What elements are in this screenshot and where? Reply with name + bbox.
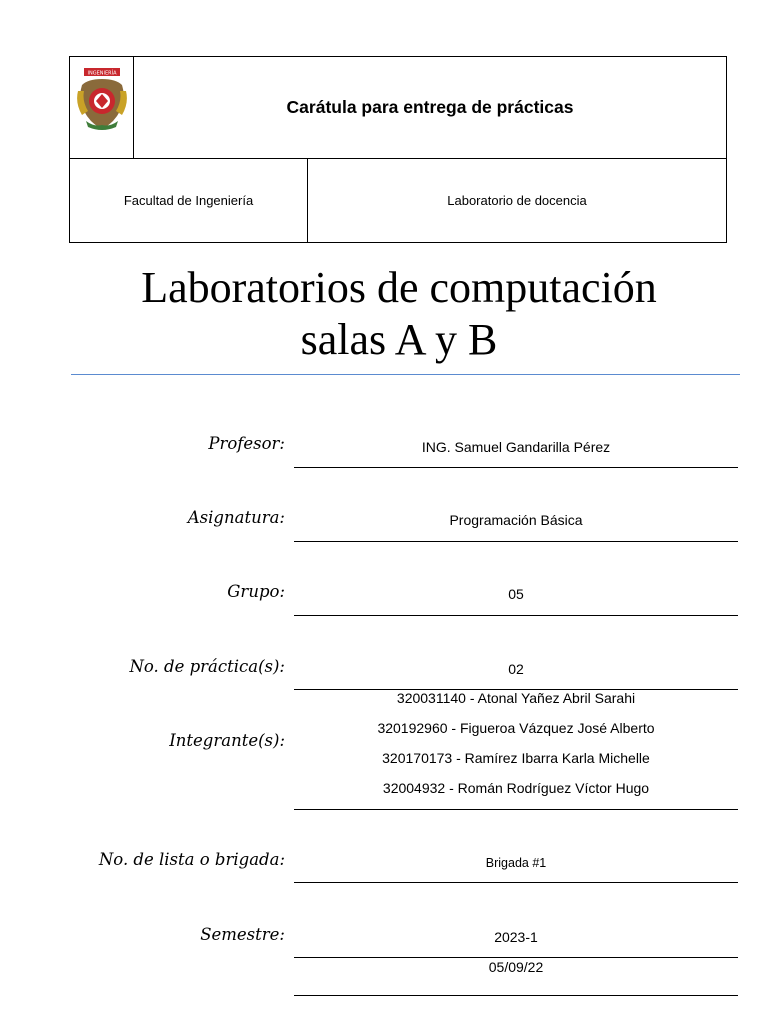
fecha-value: 05/09/22 — [488, 959, 544, 975]
grupo-label: Grupo: — [227, 582, 285, 601]
title-divider — [71, 374, 740, 375]
header-table — [69, 56, 727, 243]
member-2: 320192960 - Figueroa Vázquez José Alberto — [377, 720, 655, 736]
member-4: 32004932 - Román Rodríguez Víctor Hugo — [382, 780, 650, 796]
brigada-value: Brigada #1 — [485, 856, 547, 870]
asignatura-label: Asignatura: — [187, 508, 285, 527]
semestre-label: Semestre: — [200, 925, 285, 944]
integrantes-line — [294, 809, 738, 810]
practica-value: 02 — [508, 661, 524, 677]
fecha-line — [294, 995, 738, 996]
asignatura-value: Programación Básica — [449, 512, 583, 528]
lab-name: Laboratorio de docencia — [447, 193, 587, 208]
engineering-seal-logo — [76, 67, 128, 133]
svg-text:INGENIERÍA: INGENIERÍA — [87, 70, 117, 77]
main-title-line1: Laboratorios de computación — [141, 263, 657, 312]
brigada-label: No. de lista o brigada: — [98, 850, 285, 869]
profesor-value: ING. Samuel Gandarilla Pérez — [421, 439, 611, 455]
grupo-line — [294, 615, 738, 616]
main-title — [0, 262, 768, 366]
logo-cell — [70, 57, 134, 158]
integrantes-label: Integrante(s): — [169, 731, 285, 750]
document-title: Carátula para entrega de prácticas — [286, 97, 574, 117]
header-row-bottom — [70, 158, 726, 243]
practica-label: No. de práctica(s): — [129, 657, 285, 676]
header-row-top — [70, 57, 726, 159]
semestre-value: 2023-1 — [494, 929, 538, 945]
asignatura-line — [294, 541, 738, 542]
faculty-name: Facultad de Ingeniería — [70, 158, 308, 243]
profesor-line — [294, 467, 738, 468]
semestre-line — [294, 957, 738, 958]
member-3: 320170173 - Ramírez Ibarra Karla Michelle — [382, 750, 650, 766]
profesor-label: Profesor: — [208, 434, 285, 453]
brigada-line — [294, 882, 738, 883]
main-title-line2: salas A y B — [300, 315, 498, 364]
grupo-value: 05 — [508, 586, 524, 602]
member-1: 320031140 - Atonal Yañez Abril Sarahi — [396, 690, 636, 706]
